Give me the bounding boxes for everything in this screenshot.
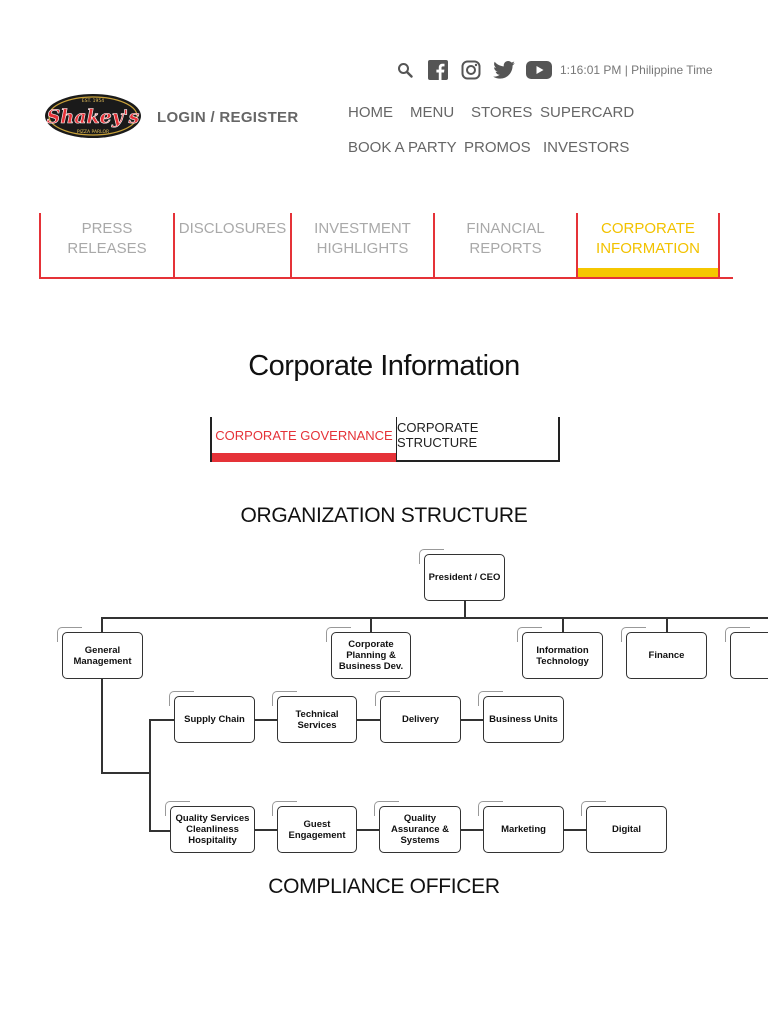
active-subtab-indicator [212,453,396,462]
search-icon[interactable] [394,59,416,81]
local-time: 1:16:01 PM | Philippine Time [560,63,713,77]
investor-tabs [39,213,733,279]
nav-stores[interactable]: STORES [471,104,533,121]
active-tab-indicator [578,268,718,277]
page-title: Corporate Information [248,350,520,382]
connector-line [101,617,103,632]
org-node-delivery: Delivery [380,696,461,743]
organization-chart [0,540,768,860]
connector-line [149,719,174,721]
tab-label-line1: FINANCIAL [466,220,545,237]
tab-label-line2: REPORTS [469,240,542,257]
tab-corporate-information[interactable] [576,213,720,277]
tab-disclosures[interactable] [173,213,290,277]
tab-corporate-governance[interactable] [210,417,396,462]
svg-text:PIZZA PARLOR: PIZZA PARLOR [76,130,110,135]
connector-line [101,617,768,619]
instagram-icon[interactable] [460,59,482,81]
org-node-corporate-planning: Corporate Planning & Business Dev. [331,632,411,679]
org-node-information-technology: Information Technology [522,632,603,679]
tab-label-line1: INVESTMENT [314,220,411,237]
login-register-link[interactable]: LOGIN / REGISTER [157,109,299,126]
connector-line [149,830,170,832]
social-icons [394,58,563,82]
tab-label: DISCLOSURES [178,220,287,237]
tab-label-line1: CORPORATE [601,220,695,237]
org-node-quality-services: Quality Services Cleanliness Hospitality [170,806,255,853]
org-node-finance: Finance [626,632,707,679]
tab-label-line2: HIGHLIGHTS [316,240,409,257]
tab-label: CORPORATE GOVERNANCE [215,428,393,443]
connector-line [464,601,466,618]
section-title-organization-structure: ORGANIZATION STRUCTURE [240,504,528,527]
nav-book-a-party[interactable]: BOOK A PARTY [348,139,457,156]
sub-tabs [210,417,560,462]
org-node-guest-engagement: Guest Engagement [277,806,357,853]
connector-line [101,772,150,774]
nav-home[interactable]: HOME [348,104,393,121]
twitter-icon[interactable] [493,59,515,81]
connector-line [101,679,103,773]
logo-est-text: EST. 1954 [81,99,105,104]
section-title-compliance-officer: COMPLIANCE OFFICER [268,875,500,898]
tab-press-releases[interactable] [39,213,173,277]
nav-investors[interactable]: INVESTORS [543,139,630,156]
org-node-president-ceo: President / CEO [424,554,505,601]
shakeys-logo[interactable] [44,92,142,140]
connector-line [149,719,151,831]
connector-line [666,617,668,632]
nav-supercard[interactable]: SUPERCARD [540,104,635,121]
org-node-quality-assurance: Quality Assurance & Systems [379,806,461,853]
org-node-offscreen [730,632,768,679]
svg-text:Shakey's: Shakey's [46,106,140,128]
facebook-icon[interactable] [427,59,449,81]
org-node-digital: Digital [586,806,667,853]
org-node-supply-chain: Supply Chain [174,696,255,743]
org-node-general-management: General Management [62,632,143,679]
tab-label-line2: INFORMATION [596,240,700,257]
tab-corporate-structure[interactable] [396,417,560,462]
org-node-business-units: Business Units [483,696,564,743]
connector-line [370,617,372,632]
tab-investment-highlights[interactable] [290,213,433,277]
tab-financial-reports[interactable] [433,213,576,277]
nav-menu[interactable]: MENU [410,104,455,121]
connector-line [562,617,564,632]
nav-promos[interactable]: PROMOS [464,139,531,156]
tab-label: CORPORATE STRUCTURE [397,419,479,450]
org-node-marketing: Marketing [483,806,564,853]
org-node-technical-services: Technical Services [277,696,357,743]
youtube-icon[interactable] [526,59,552,81]
tab-label: PRESS RELEASES [67,220,147,257]
